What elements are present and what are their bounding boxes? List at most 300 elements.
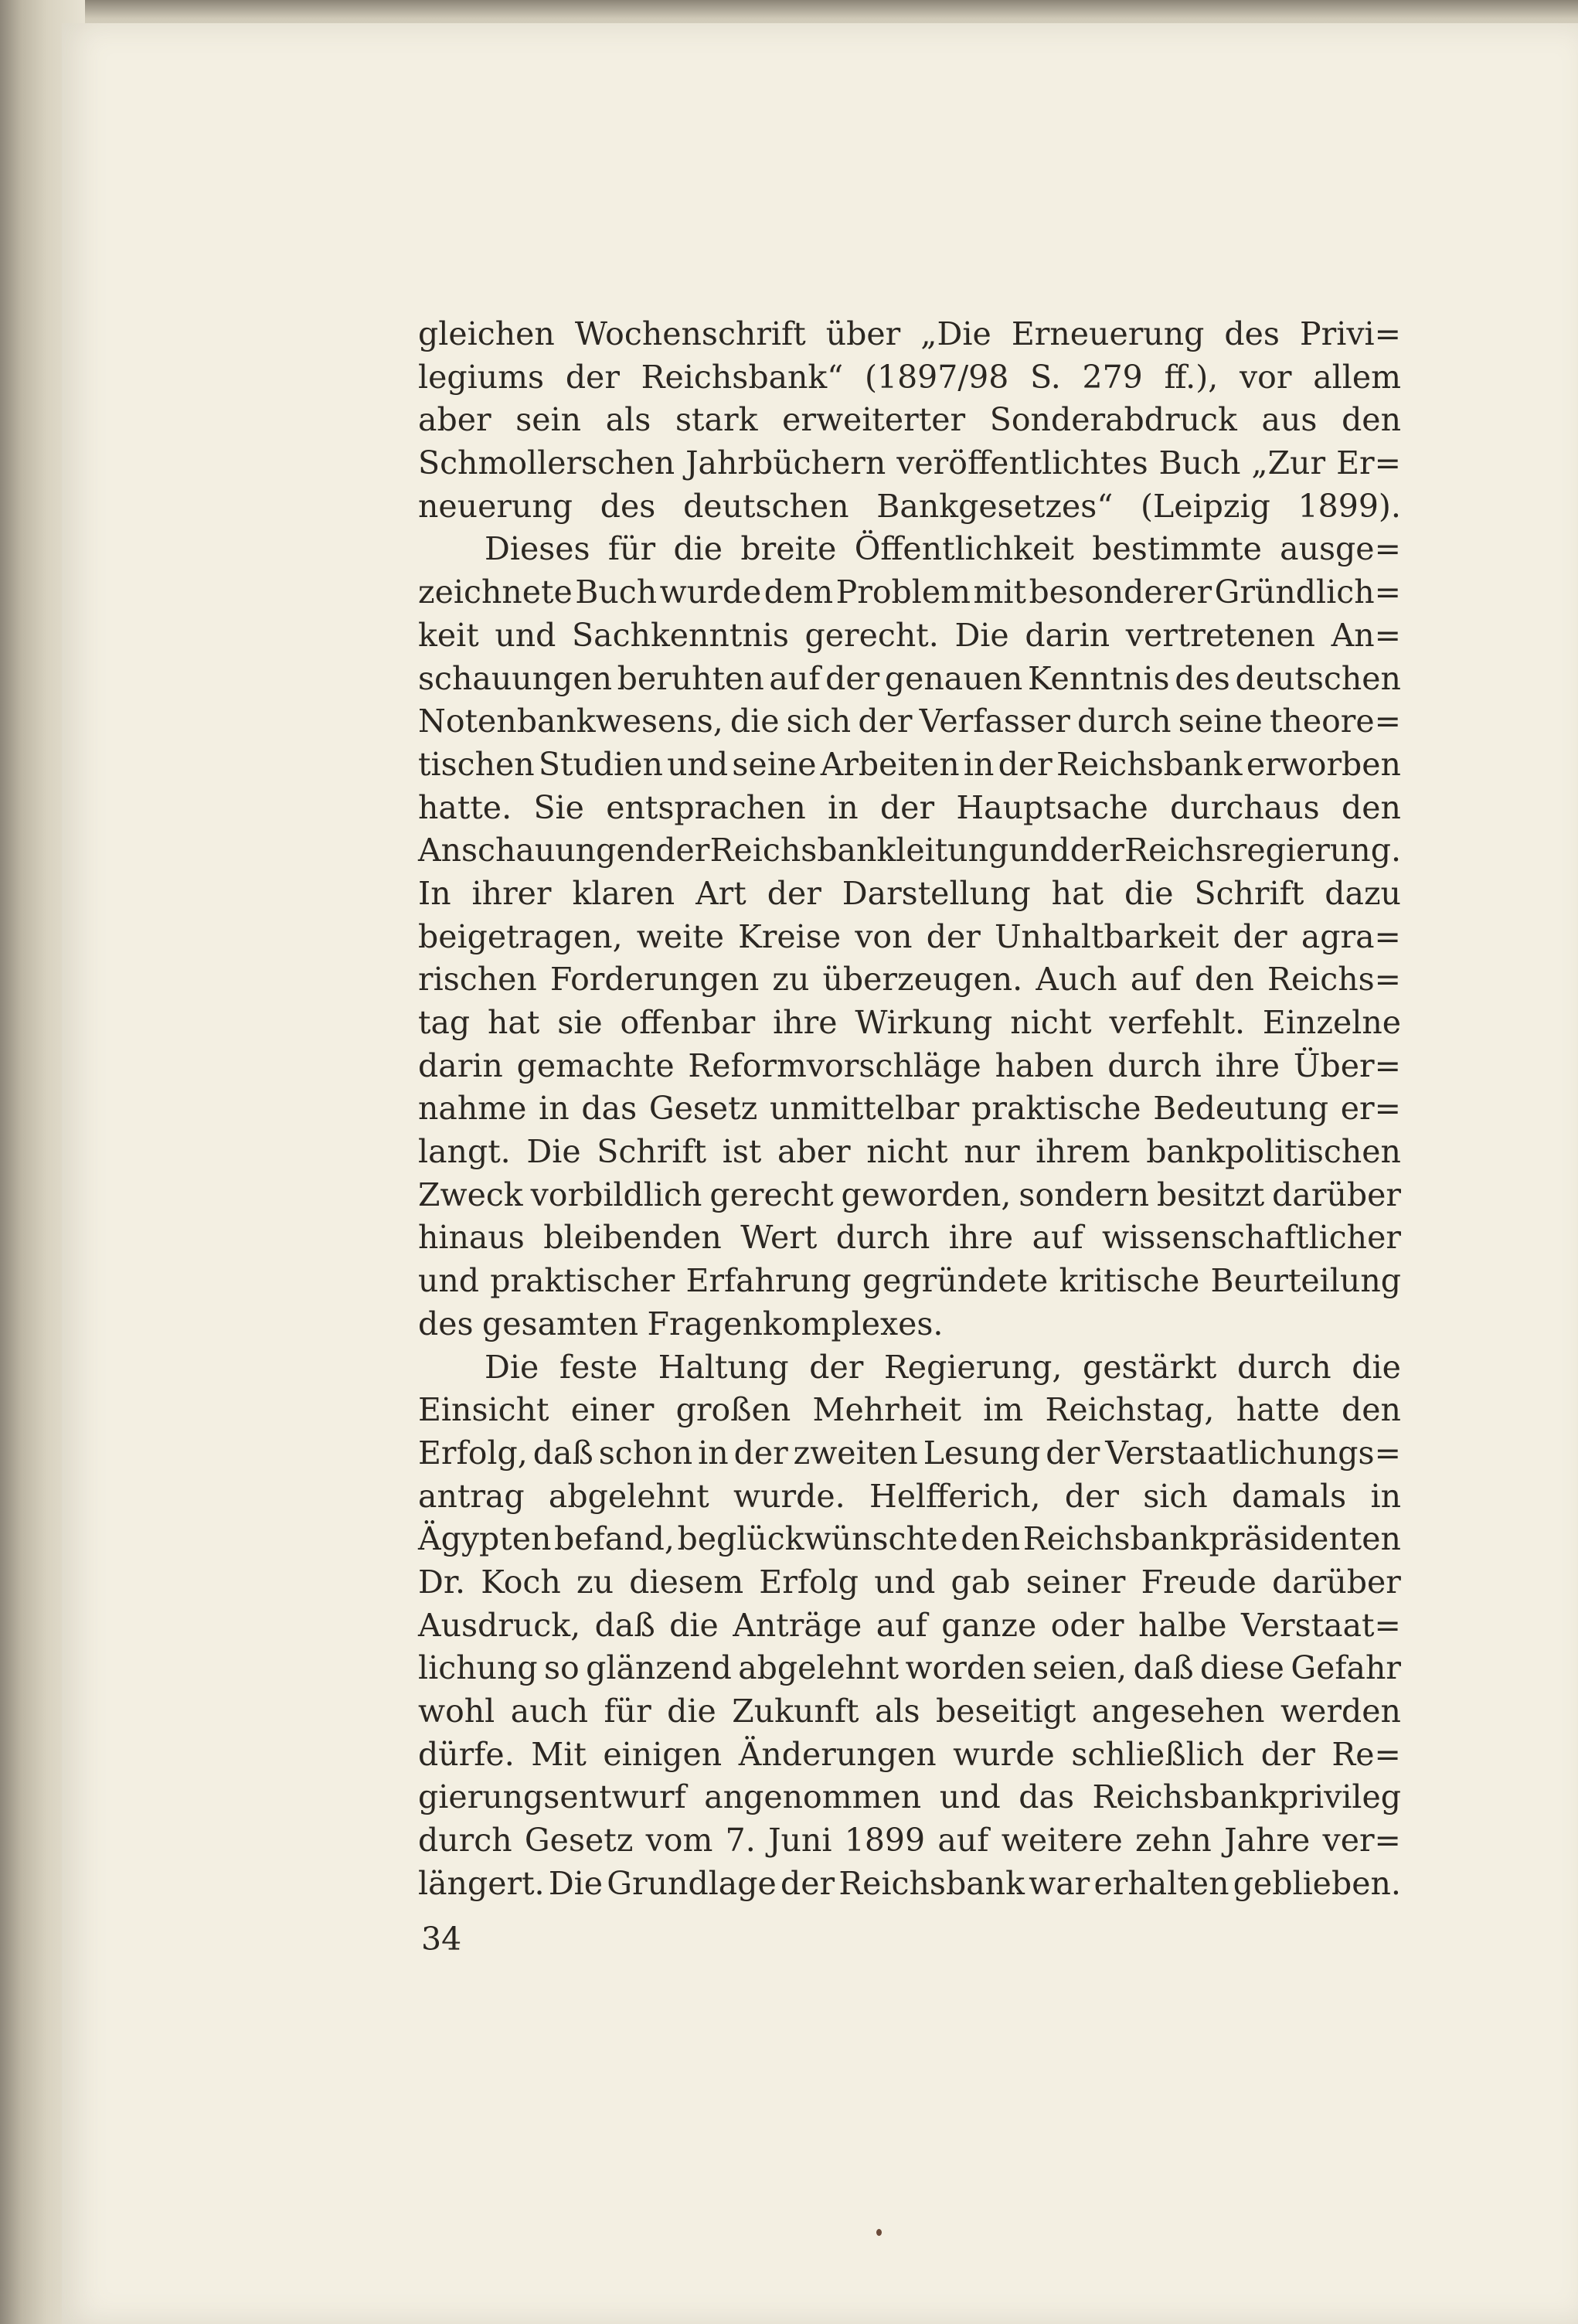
text-word: auf [1032,1219,1083,1257]
text-word: rischen [418,961,537,999]
text-word: aber [777,1133,851,1171]
text-word: ganze [941,1606,1037,1644]
text-word: und [667,745,729,783]
text-word: Ausdruck, [418,1606,581,1644]
text-word: Er= [1336,444,1401,482]
text-line [418,1087,1401,1131]
text-word: Dr. [418,1563,465,1601]
text-word: Verfasser [919,703,1070,740]
text-word: die [1352,1348,1401,1386]
text-word: praktischer [490,1262,675,1300]
text-word: Dieses [485,530,590,568]
text-line [418,1475,1401,1519]
text-word: kritische [1059,1262,1200,1300]
text-word: wurde. [733,1477,845,1515]
text-line [418,1734,1401,1777]
text-word: nicht [866,1133,948,1171]
text-word: Ägypten [418,1520,552,1558]
text-word: den [1342,1391,1401,1429]
text-word: dazu [1325,874,1401,912]
text-word: einigen [603,1735,723,1773]
text-word: langt. [418,1133,511,1171]
text-word: Sachkenntnis [572,616,789,654]
text-word: offenbar [620,1004,756,1041]
text-word: Kenntnis [1027,659,1170,697]
text-word: des [600,487,656,525]
text-line [418,1045,1401,1088]
text-word: erweiterter [782,401,966,439]
text-word: darüber [1272,1176,1401,1213]
text-word: Die [485,1348,539,1386]
text-word: längert. [418,1864,545,1902]
text-word: Haltung [658,1348,789,1386]
text-word: 279 [1082,358,1143,396]
text-word: Reichsregierung. [1124,832,1401,869]
text-word: abgelehnt [738,1649,900,1687]
text-word: Forderungen [549,961,760,999]
text-line [418,787,1401,830]
text-word: daß [594,1606,655,1644]
text-word: durch [418,1822,512,1860]
text-word: und [495,616,556,654]
text-word: er= [1340,1090,1401,1128]
text-word: darin [418,1046,503,1084]
text-word: die [1124,874,1174,912]
text-word: keit [418,616,479,654]
text-word: befand, [554,1520,675,1558]
text-word: angesehen [1091,1693,1265,1730]
text-word: Erfolg [759,1563,859,1601]
text-word: In [418,874,451,912]
text-line [418,1260,1401,1303]
text-word: Wochenschrift [574,315,806,352]
text-word: daß [532,1434,593,1472]
text-word: An= [1331,616,1401,654]
text-word: der [767,874,821,912]
text-word: Beurteilung [1210,1262,1401,1300]
text-word: Über= [1293,1046,1401,1084]
text-word: Änderungen [738,1735,937,1773]
text-word: Gesetz [648,1090,758,1128]
text-word: darin [1025,616,1110,654]
text-word: Hauptsache [956,788,1148,826]
text-word: erhalten [1093,1864,1229,1902]
text-word: ausge= [1280,530,1401,568]
text-word: Erneuerung [1011,315,1205,352]
text-word: als [605,401,651,439]
text-word: der [1070,832,1124,869]
text-word: schauungen [418,659,612,697]
text-word: werden [1280,1693,1401,1730]
text-word: auch [510,1693,588,1730]
text-word: vorbildlich [530,1176,702,1213]
text-word: weitere [1001,1822,1123,1860]
text-word: ihre [773,1004,838,1041]
text-word: Einsicht [418,1391,549,1429]
text-word: so [544,1649,580,1687]
page-number: 34 [421,1921,462,1958]
text-word: lichung [418,1649,538,1687]
text-word: Helfferich, [869,1477,1041,1515]
text-word: verfehlt. [1109,1004,1246,1041]
text-word: Anträge [733,1606,862,1644]
text-word: S. [1030,358,1061,396]
text-word: entsprachen [606,788,806,826]
text-word: auf [937,1822,989,1860]
text-word: Die [548,1864,604,1902]
text-word: der [733,1434,788,1472]
text-word: Jahrbüchern [685,444,886,482]
text-word: hatte [1236,1391,1320,1429]
text-line [418,700,1401,743]
text-word: (1897/98 [864,358,1009,396]
text-word: ihrem [1036,1133,1131,1171]
text-word: Juni [768,1822,832,1860]
text-word: den [961,1520,1021,1558]
text-line [418,571,1401,614]
text-word: daß [1133,1649,1194,1687]
text-word: worden [905,1649,1026,1687]
text-word: erworben [1246,745,1401,783]
text-word: durch [1237,1348,1331,1386]
text-word: Bankgesetzes“ [876,487,1114,525]
text-word: der [1064,1477,1119,1515]
text-word: der [655,832,710,869]
text-word: Wirkung [855,1004,993,1041]
text-line [418,829,1401,873]
text-word: gesamten [482,1305,639,1342]
text-word: Reichsbank [1056,745,1243,783]
text-word: von [855,917,913,955]
text-line [418,958,1401,1002]
text-word: gierungsentwurf [418,1778,686,1816]
text-word: Zukunft [732,1693,859,1730]
text-word: geblieben. [1233,1864,1401,1902]
text-line [418,399,1401,442]
text-word: (Leipzig [1141,487,1270,525]
text-word: Regierung, [883,1348,1063,1386]
text-word: durch [1076,703,1172,740]
text-word: Verstaatlichungs= [1105,1434,1401,1472]
text-line [418,1863,1401,1906]
text-word: den [1342,401,1401,439]
text-word: hat [488,1004,540,1041]
text-line [418,1819,1401,1863]
text-word: der [858,703,913,740]
text-word: 7. [725,1822,756,1860]
text-word: tag [418,1004,471,1041]
text-word: diese [1200,1649,1284,1687]
text-word: die [673,530,723,568]
text-word: Schmollerschen [418,444,675,482]
text-word: in [1370,1477,1401,1515]
text-word: schon [598,1434,693,1472]
text-word: der [879,788,935,826]
text-word: tischen [418,745,535,783]
text-line [418,1303,1401,1346]
text-word: Auch [1036,961,1117,999]
text-word: zehn [1135,1822,1212,1860]
text-word: Koch [481,1563,561,1601]
text-word: klaren [572,874,675,912]
text-word: genauen [884,659,1023,697]
body-text [418,313,1401,1905]
text-word: nicht [1010,1004,1092,1041]
text-word: unmittelbar [769,1090,960,1128]
text-word: der [565,358,620,396]
text-word: gerecht. [804,616,939,654]
text-word: nur [964,1133,1020,1171]
text-word: oder [1050,1606,1124,1644]
text-word: Privi= [1300,315,1401,352]
text-word: der [1260,1735,1315,1773]
text-word: Sie [533,788,584,826]
text-word: die [729,703,780,740]
text-word: Reichsbank“ [641,358,844,396]
text-word: Unhaltbarkeit [994,917,1219,955]
text-word: Mit [531,1735,587,1773]
text-word: beglückwünschte [677,1520,958,1558]
text-word: ihre [948,1219,1014,1257]
text-word: Buch [1158,444,1241,482]
text-word: des [418,1305,474,1342]
text-word: gemachte [516,1046,675,1084]
text-word: Gesetz [524,1822,634,1860]
text-line [418,873,1401,916]
text-word: und [418,1262,480,1300]
text-word: haben [995,1046,1094,1084]
text-word: Anschauungen [418,832,655,869]
text-word: das [581,1090,638,1128]
text-word: halbe [1138,1606,1227,1644]
text-line [418,313,1401,356]
text-word: überzeugen. [822,961,1023,999]
text-word: für [607,530,656,568]
text-word: der [780,1864,835,1902]
text-word: als [874,1693,920,1730]
text-word: vertretenen [1125,616,1315,654]
text-word: der [825,659,880,697]
text-word: weite [636,917,724,955]
text-word: agra= [1301,917,1401,955]
text-word: zeichnete [418,573,573,611]
text-word: der [998,745,1053,783]
text-line [418,1002,1401,1045]
text-word: breite [740,530,837,568]
text-word: Kreise [738,917,842,955]
text-word: beseitigt [936,1693,1076,1730]
text-word: bankpolitischen [1146,1133,1401,1171]
text-word: wurde [953,1735,1055,1773]
text-word: Mehrheit [812,1391,962,1429]
text-word: besonderer [1029,573,1212,611]
text-word: ver= [1322,1822,1401,1860]
text-word: vom [645,1822,713,1860]
text-word: durch [1107,1046,1202,1084]
text-word: stark [675,401,758,439]
text-word: beigetragen, [418,917,623,955]
text-line [418,1604,1401,1648]
text-word: Verstaat= [1240,1606,1401,1644]
text-word: Reichsbankprivileg [1092,1778,1401,1816]
text-word: Reformvorschläge [688,1046,981,1084]
text-word: auf [1130,961,1182,999]
text-word: ff.), [1164,358,1219,396]
text-word: den [1194,961,1254,999]
text-word: wissenschaftlicher [1102,1219,1401,1257]
text-word: sich [1143,1477,1208,1515]
text-word: neuerung [418,487,573,525]
text-line [418,1776,1401,1819]
text-word: schließlich [1071,1735,1245,1773]
text-word: Öffentlichkeit [854,530,1074,568]
text-word: bestimmte [1092,530,1262,568]
text-word: allem [1313,358,1401,396]
text-line [418,1174,1401,1217]
text-word: legiums [418,358,545,396]
text-word: dürfe. [418,1735,515,1773]
text-word: seine [1178,703,1263,740]
text-line [418,442,1401,485]
text-word: Die [954,616,1009,654]
text-word: Erfahrung [685,1262,852,1300]
text-word: seine [732,745,817,783]
text-line [418,1432,1401,1475]
text-word: mit [973,573,1027,611]
text-word: ihrer [471,874,552,912]
text-line [418,528,1401,571]
text-word: der [1046,1434,1100,1472]
text-line [418,485,1401,529]
text-word: abgelehnt [548,1477,709,1515]
text-word: in [698,1434,729,1472]
text-word: hat [1051,874,1104,912]
text-word: praktische [971,1090,1141,1128]
text-word: Gefahr [1291,1649,1401,1687]
text-word: „Die [920,315,991,352]
text-line [418,1389,1401,1432]
text-word: Reichs= [1267,961,1401,999]
text-word: Reichsbankleitung [709,832,1009,869]
text-word: Darstellung [842,874,1031,912]
text-word: Freude [1141,1563,1257,1601]
text-line [418,1518,1401,1561]
text-word: sondern [1019,1176,1150,1213]
text-line [418,658,1401,701]
text-word: aus [1261,401,1318,439]
text-word: Fragenkomplexes. [647,1305,944,1342]
text-word: deutschen [683,487,849,525]
text-word: Einzelne [1262,1004,1401,1041]
text-word: zu [772,961,810,999]
text-word: für [604,1693,651,1730]
text-word: und [874,1563,936,1601]
text-word: Arbeiten [820,745,960,783]
text-word: vor [1239,358,1292,396]
text-word: das [1019,1778,1075,1816]
text-word: Reichsbankpräsidenten [1022,1520,1401,1558]
text-word: Lesung [923,1434,1041,1472]
text-word: hatte. [418,788,512,826]
text-word: Jahre [1224,1822,1311,1860]
text-word: damals [1232,1477,1347,1515]
text-word: sein [515,401,582,439]
text-word: darüber [1272,1563,1401,1601]
text-word: theore= [1269,703,1401,740]
text-word: der [1233,917,1287,955]
text-word: Grundlage [607,1864,777,1902]
text-word: Bedeutung [1153,1090,1329,1128]
text-word: gegründete [862,1262,1049,1300]
text-word: in [828,788,859,826]
text-word: bleibenden [543,1219,722,1257]
text-word: seiner [1025,1563,1126,1601]
text-word: Schrift [597,1133,707,1171]
text-word: sie [557,1004,603,1041]
text-word: feste [559,1348,638,1386]
text-word: „Zur [1251,444,1326,482]
text-word: Buch [575,573,658,611]
text-word: Reichstag, [1045,1391,1215,1429]
text-word: sich [786,703,852,740]
text-word: diesem [629,1563,744,1601]
text-line [418,356,1401,400]
text-word: wurde [659,573,762,611]
text-word: gleichen [418,315,555,352]
text-word: glänzend [586,1649,732,1687]
text-word: einer [570,1391,655,1429]
text-word: des [1224,315,1280,352]
text-word: 1899 [844,1822,926,1860]
text-word: war [1029,1864,1090,1902]
text-word: beruhten [617,659,764,697]
text-word: Notenbankwesens, [418,703,723,740]
text-word: Problem [835,573,971,611]
text-word: aber [418,401,491,439]
text-word: Re= [1331,1735,1401,1773]
text-word: des [1175,659,1230,697]
text-word: angenommen [704,1778,922,1816]
text-word: auf [876,1606,927,1644]
text-word: Gründlich= [1214,573,1401,611]
text-word: Schrift [1194,874,1304,912]
text-word: die [669,1606,719,1644]
text-line [418,1647,1401,1690]
text-word: veröffentlichtes [896,444,1148,482]
text-word: zu [576,1563,614,1601]
text-word: zweiten [793,1434,918,1472]
text-line [418,916,1401,959]
text-line [418,1690,1401,1734]
text-word: seien, [1032,1649,1127,1687]
text-line [418,743,1401,787]
text-word: durchaus [1170,788,1320,826]
text-word: großen [675,1391,791,1429]
text-word: gestärkt [1083,1348,1217,1386]
text-line [418,1216,1401,1260]
text-word: der [809,1348,864,1386]
text-word: in [539,1090,570,1128]
text-word: die [667,1693,716,1730]
text-line [418,1561,1401,1604]
text-word: Studien [538,745,663,783]
text-word: Die [526,1133,581,1171]
text-word: in [963,745,995,783]
text-word: hinaus [418,1219,525,1257]
text-word: und [1008,832,1070,869]
text-word: auf [769,659,821,697]
text-word: und [939,1778,1001,1816]
